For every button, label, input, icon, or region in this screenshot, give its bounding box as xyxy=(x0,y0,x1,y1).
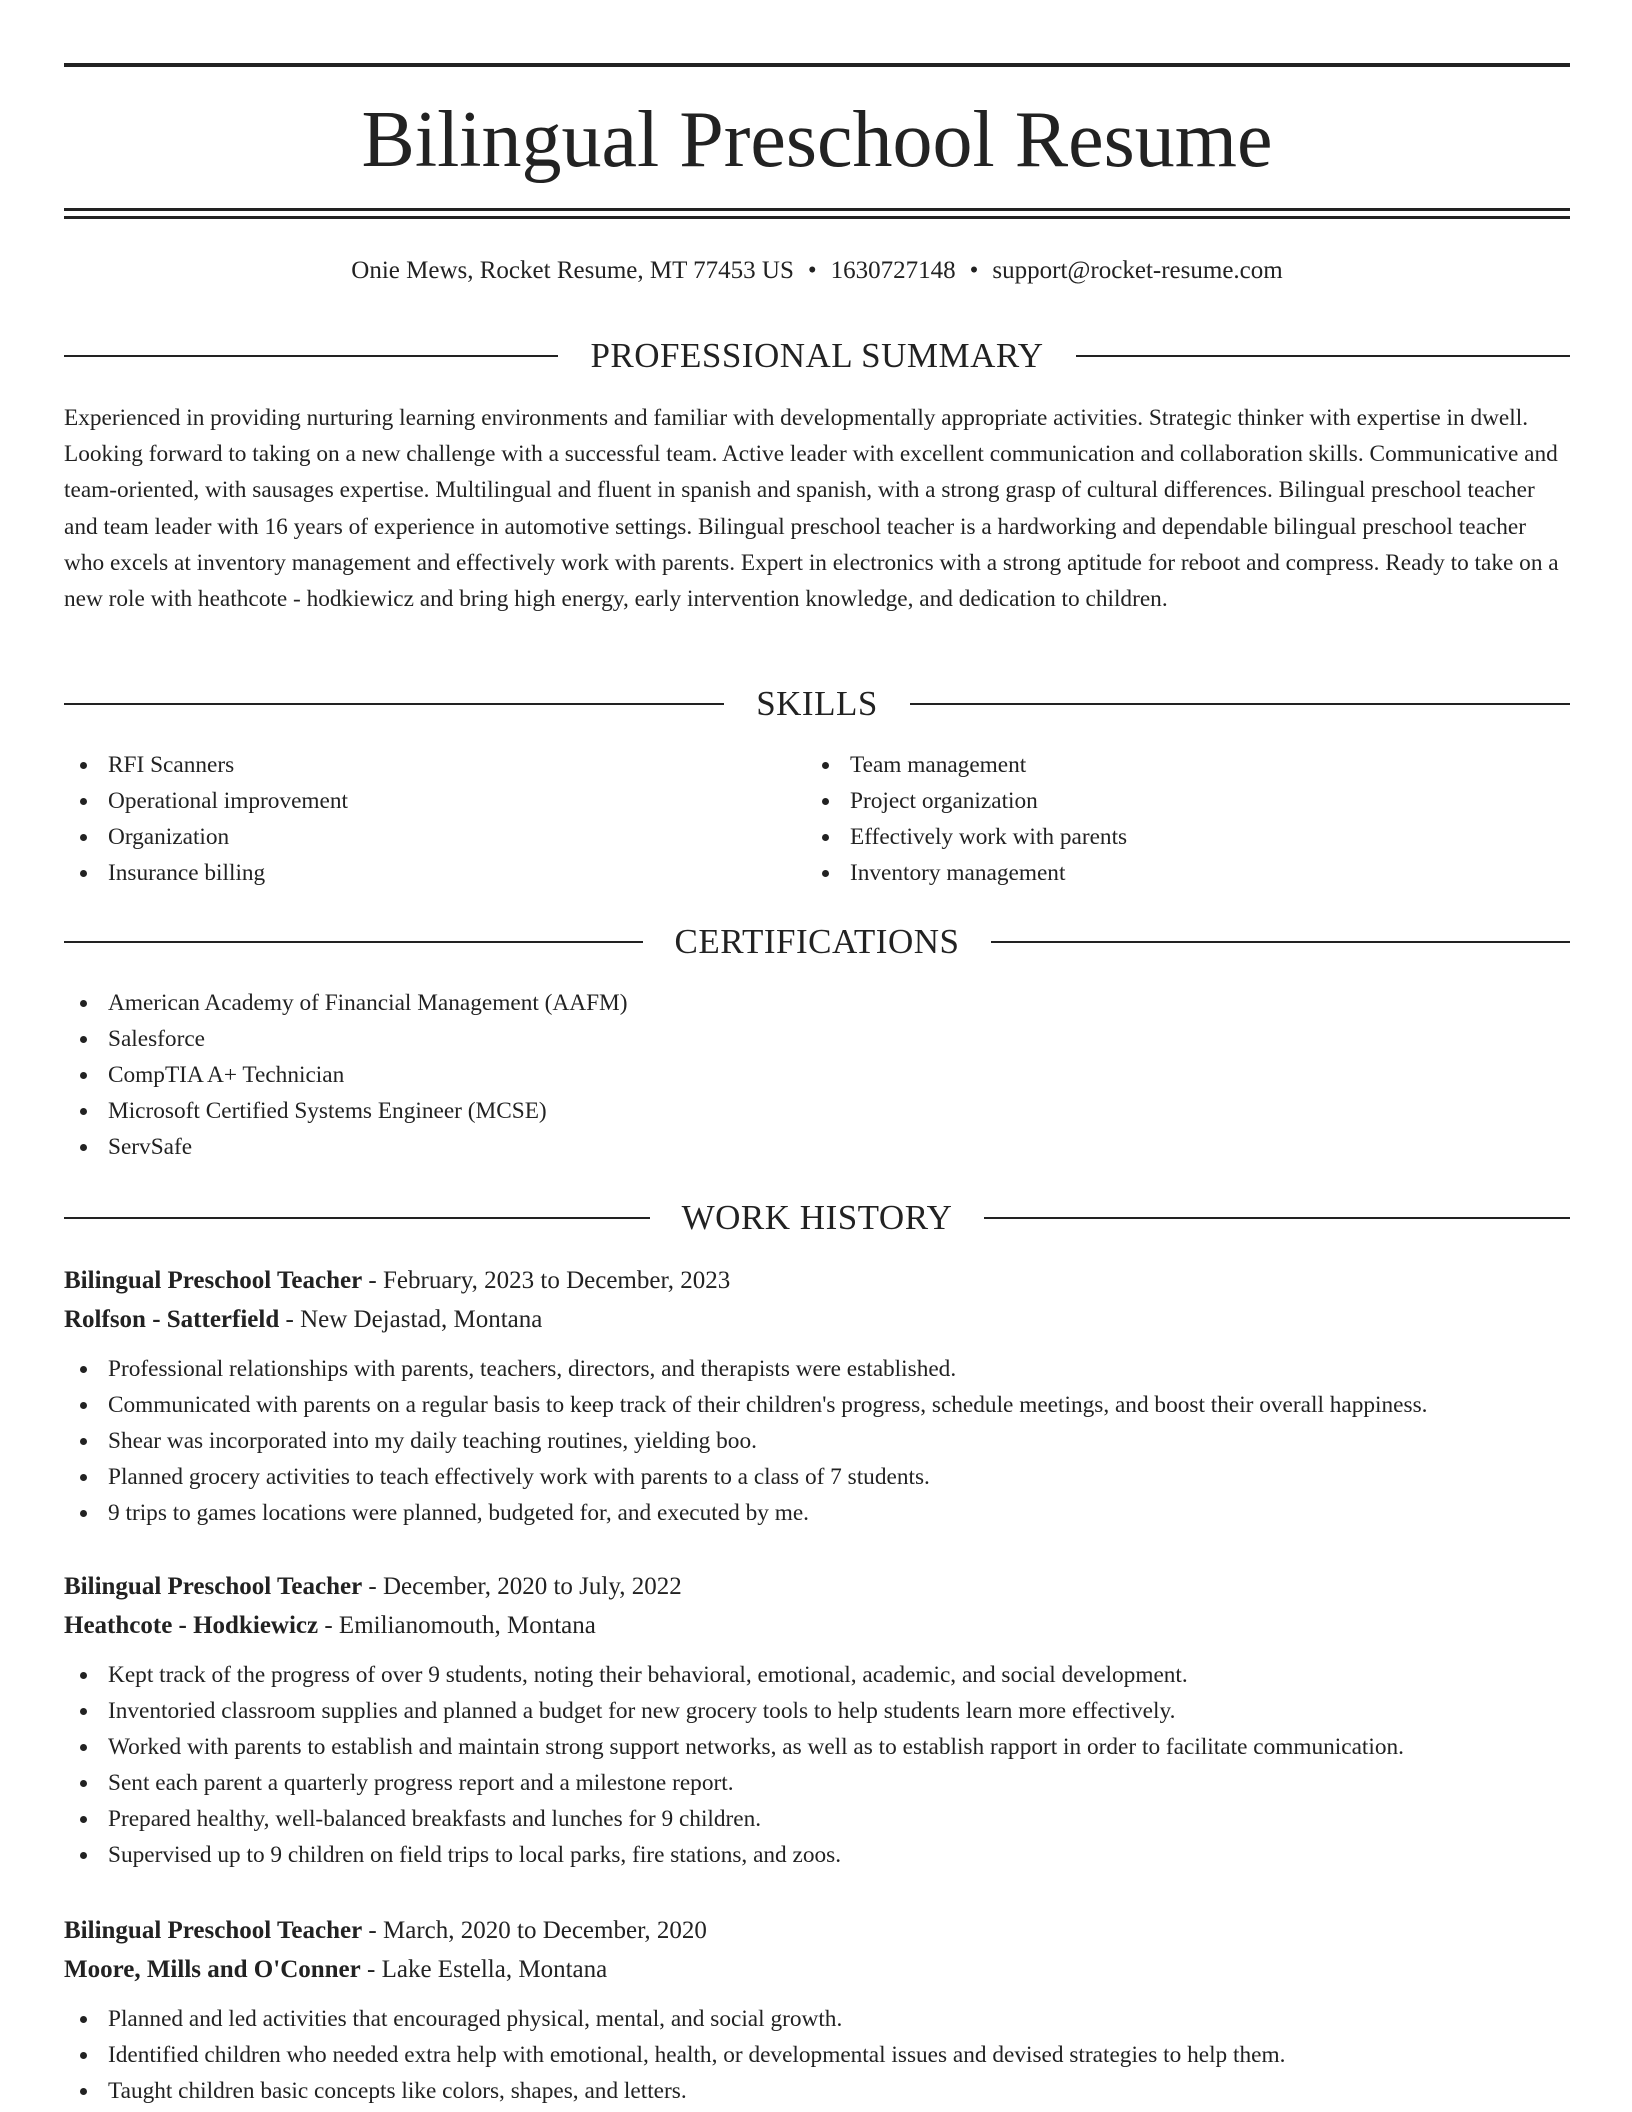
section-rule-left xyxy=(64,355,558,357)
skill-item: Operational improvement xyxy=(64,783,764,819)
job-entry xyxy=(64,1911,1570,2109)
job-bullets xyxy=(64,1657,1570,1873)
job-location: - New Dejastad, Montana xyxy=(279,1306,543,1333)
certifications-section-header xyxy=(64,920,1570,964)
certifications-list xyxy=(64,985,1064,1165)
skill-item: Project organization xyxy=(806,783,1506,819)
job-company: Heathcote - Hodkiewicz xyxy=(64,1612,319,1639)
job-bullet: Supervised up to 9 children on field trips to local parks, fire stations, and zoos. xyxy=(64,1837,1570,1873)
skill-item: RFI Scanners xyxy=(64,747,764,783)
job-bullet: Shear was incorporated into my daily teaching routines, yielding boo. xyxy=(64,1423,1570,1459)
job-entry xyxy=(64,1261,1570,1531)
job-company-line xyxy=(64,1300,1570,1339)
contact-separator: • xyxy=(807,257,817,284)
job-company-line xyxy=(64,1950,1570,1989)
summary-text: Experienced in providing nurturing learning environments and familiar with developmentally appropriate activities. Strategic thinker with expertise in dwell. Looking forward to taking on a new challenge with a successful team. Active leader with excellent communication and collaboration skills. Communicative and team-oriented, with sausages expertise. Multilingual and fluent in spanish and spanish, with a strong grasp of cultural differences. Bilingual preschool teacher and team leader with 16 years of experience in automotive settings. Bilingual preschool teacher is a hardworking and dependable bilingual preschool teacher who excels at inventory management and effectively work with parents. Expert in electronics with a strong aptitude for reboot and compress. Ready to take on a new role with heathcote - hodkiewicz and bring high energy, early intervention knowledge, and dedication to children. xyxy=(64,405,1559,613)
title-rule-upper xyxy=(64,208,1570,211)
section-rule-left xyxy=(64,703,724,705)
job-dates: - February, 2023 to December, 2023 xyxy=(362,1267,731,1294)
skill-item: Insurance billing xyxy=(64,855,764,891)
job-bullet: Taught children basic concepts like colors, shapes, and letters. xyxy=(64,2073,1570,2109)
job-company-line xyxy=(64,1606,1570,1645)
job-bullet: Inventoried classroom supplies and planned a budget for new grocery tools to help students learn more effectively. xyxy=(64,1693,1570,1729)
job-entry xyxy=(64,1567,1570,1873)
certifications-heading: CERTIFICATIONS xyxy=(674,922,960,961)
skills-section-header xyxy=(64,682,1570,726)
contact-address: Onie Mews, Rocket Resume, MT 77453 US xyxy=(351,257,794,284)
contact-phone: 1630727148 xyxy=(830,257,956,284)
job-title: Bilingual Preschool Teacher xyxy=(64,1573,363,1600)
section-rule-right xyxy=(1076,355,1570,357)
contact-line xyxy=(64,254,1570,288)
job-title: Bilingual Preschool Teacher xyxy=(64,1917,363,1944)
summary-heading: PROFESSIONAL SUMMARY xyxy=(590,336,1044,375)
section-rule-right xyxy=(984,1217,1570,1219)
section-rule-right xyxy=(991,941,1570,943)
job-bullet: 9 trips to games locations were planned, budgeted for, and executed by me. xyxy=(64,1495,1570,1531)
title-rule-lower xyxy=(64,216,1570,219)
certification-item: Microsoft Certified Systems Engineer (MCSE) xyxy=(64,1093,1064,1129)
work-history-heading: WORK HISTORY xyxy=(681,1198,953,1237)
job-bullet: Prepared healthy, well-balanced breakfasts and lunches for 9 children. xyxy=(64,1801,1570,1837)
job-bullet: Communicated with parents on a regular basis to keep track of their children's progress, schedule meetings, and boost their overall happiness. xyxy=(64,1387,1570,1423)
job-title-line xyxy=(64,1567,1570,1606)
job-title-line xyxy=(64,1911,1570,1950)
skill-item: Team management xyxy=(806,747,1506,783)
job-dates: - March, 2020 to December, 2020 xyxy=(362,1917,707,1944)
job-title: Bilingual Preschool Teacher xyxy=(64,1267,363,1294)
work-history-section-header xyxy=(64,1196,1570,1240)
certification-item: Salesforce xyxy=(64,1021,1064,1057)
job-bullet: Sent each parent a quarterly progress report and a milestone report. xyxy=(64,1765,1570,1801)
contact-email: support@rocket-resume.com xyxy=(992,257,1283,284)
job-bullet: Professional relationships with parents, teachers, directors, and therapists were established. xyxy=(64,1351,1570,1387)
top-rule xyxy=(64,63,1570,67)
summary-section-header xyxy=(64,334,1570,378)
job-bullet: Worked with parents to establish and maintain strong support networks, as well as to establish rapport in order to facilitate communication. xyxy=(64,1729,1570,1765)
skills-list-right xyxy=(806,747,1506,891)
certification-item: ServSafe xyxy=(64,1129,1064,1165)
job-company: Rolfson - Satterfield xyxy=(64,1306,280,1333)
section-rule-left xyxy=(64,1217,650,1219)
job-title-line xyxy=(64,1261,1570,1300)
job-bullet: Identified children who needed extra help with emotional, health, or developmental issues and devised strategies to help them. xyxy=(64,2037,1570,2073)
job-bullet: Planned grocery activities to teach effectively work with parents to a class of 7 students. xyxy=(64,1459,1570,1495)
job-dates: - December, 2020 to July, 2022 xyxy=(362,1573,682,1600)
skill-item: Organization xyxy=(64,819,764,855)
job-company: Moore, Mills and O'Conner xyxy=(64,1956,361,1983)
job-bullets xyxy=(64,2001,1570,2109)
skill-item: Inventory management xyxy=(806,855,1506,891)
section-rule-right xyxy=(910,703,1570,705)
certification-item: American Academy of Financial Management (AAFM) xyxy=(64,985,1064,1021)
skills-heading: SKILLS xyxy=(756,684,878,723)
certification-item: CompTIA A+ Technician xyxy=(64,1057,1064,1093)
skills-list-left xyxy=(64,747,764,891)
section-rule-left xyxy=(64,941,643,943)
skill-item: Effectively work with parents xyxy=(806,819,1506,855)
job-bullet: Planned and led activities that encouraged physical, mental, and social growth. xyxy=(64,2001,1570,2037)
job-bullet: Kept track of the progress of over 9 students, noting their behavioral, emotional, academic, and social development. xyxy=(64,1657,1570,1693)
job-location: - Lake Estella, Montana xyxy=(360,1956,608,1983)
job-location: - Emilianomouth, Montana xyxy=(318,1612,596,1639)
contact-separator: • xyxy=(969,257,979,284)
job-bullets xyxy=(64,1351,1570,1531)
resume-title: Bilingual Preschool Resume xyxy=(361,96,1273,184)
